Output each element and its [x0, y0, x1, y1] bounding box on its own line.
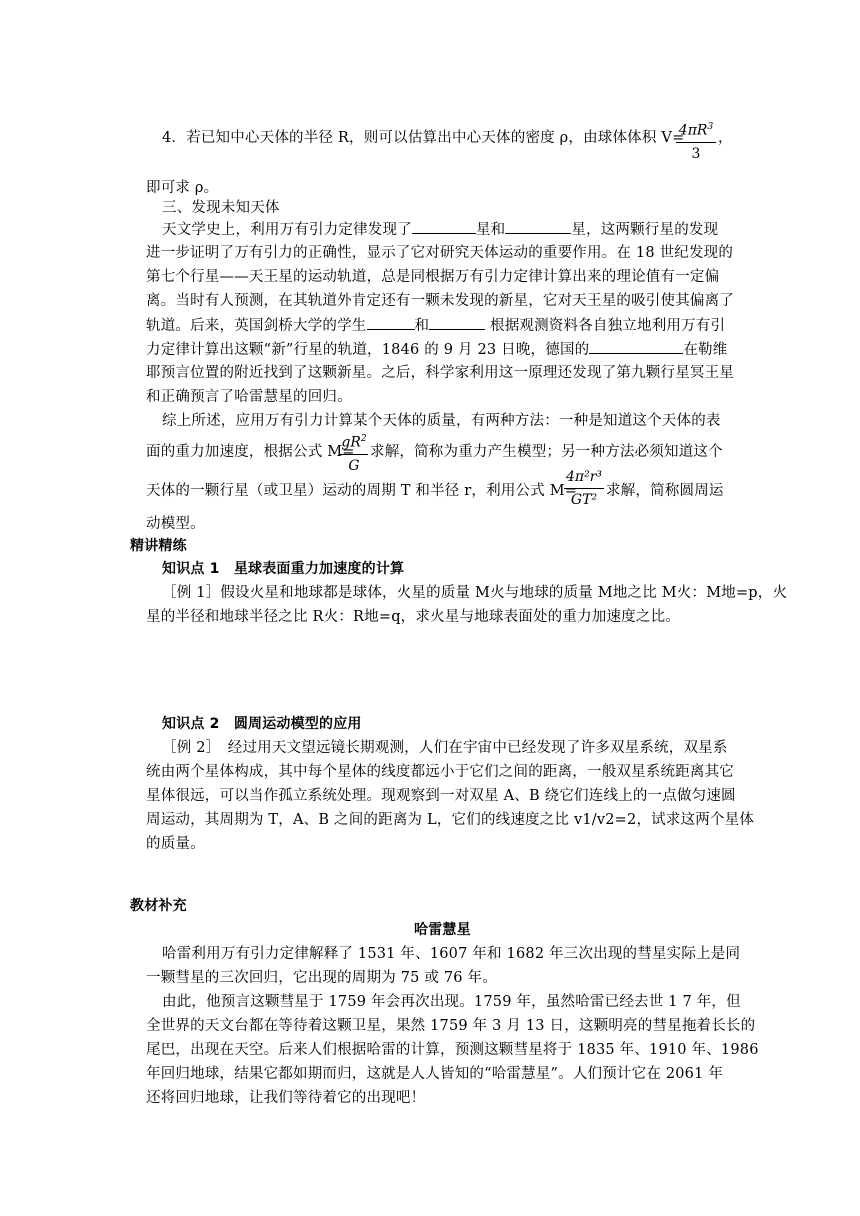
example1-line1: ［例 1］假设火星和地球都是球体，火星的质量 M火与地球的质量 M地之比 M火：M地=p，火 [162, 585, 788, 601]
para1-line5: 轨道。后来，英国剑桥大学的学生 和 根据观测资料各自独立地利用万有引 [146, 315, 725, 336]
gravity-formula-num: gR [341, 434, 361, 451]
para1-line4: 离。当时有人预测，在其轨道外肯定还有一颗未发现的新星，它对天王星的吸引使其偏离了 [146, 293, 734, 309]
sec4-prefix: 4．若已知中心天体的半径 R，则可以估算出中心天体的密度 ρ，由球体体积 V= [162, 130, 685, 146]
halley-title: 哈雷慧星 [414, 922, 471, 938]
example1-line2: 星的半径和地球半径之比 R火：R地=q，求火星与地球表面处的重力加速度之比。 [146, 609, 680, 625]
section-title-supplement: 教材补充 [130, 898, 187, 914]
example2-line1: ［例 2］ 经过用天文望远镜长期观测，人们在宇宙中已经发现了许多双星系统，双星系 [162, 740, 728, 756]
blank-planet-1 [412, 219, 476, 234]
halley-line5: 尾巴，出现在天空。后来人们根据哈雷的计算，预测这颗彗星将于 1835 年、1910 年、1986 [146, 1042, 759, 1058]
halley-line1: 哈雷利用万有引力定律解释了 1531 年、1607 年和 1682 年三次出现的彗星实际上是同 [162, 946, 741, 962]
blank-astronomer [589, 339, 683, 354]
halley-line4: 全世界的天文台都在等待着这颗卫星，果然 1759 年 3 月 13 日，这颗明亮的彗星拖着长长的 [146, 1018, 756, 1034]
para2-line4: 动模型。 [146, 516, 205, 532]
para1-line3: 第七个行星——天王星的运动轨道，总是同根据万有引力定律计算出来的理论值有一定偏 [146, 269, 720, 285]
example2-line2: 统由两个星体构成，其中每个星体的线度都远小于它们之间的距离，一般双星系统距离其它 [146, 764, 734, 780]
halley-line7: 还将回归地球，让我们等待着它的出现吧！ [146, 1090, 426, 1106]
blank-student-2 [429, 315, 485, 330]
knowledge-point-1: 知识点 1 星球表面重力加速度的计算 [162, 561, 405, 577]
gravity-formula-den: G [348, 457, 360, 474]
halley-line6: 年回归地球，结果它都如期而归，这就是人人皆知的“哈雷慧星”。人们预计它在 2061 年 [146, 1066, 724, 1082]
para2-line1: 综上所述，应用万有引力计算某个天体的质量，有两种方法：一种是知道这个天体的表 [162, 413, 721, 429]
example2-line5: 的质量。 [146, 836, 205, 852]
density-formula-num: 4πR [678, 122, 708, 139]
circular-formula-den: GT² [570, 492, 598, 508]
circular-formula-num: 4π²r³ [564, 466, 604, 489]
para1-line7: 耶预言位置的附近找到了这颗新星。之后，科学家利用这一原理还发现了第九颗行星冥王星 [146, 365, 734, 381]
section-heading: 三、发现未知天体 [162, 200, 280, 216]
circular-formula [564, 466, 604, 511]
example2-line4: 周运动，其周期为 T，A、B 之间的距离为 L，它们的线速度之比 v1/v2=2，试求这两个星体 [146, 812, 755, 828]
para1-line8: 和正确预言了哈雷慧星的回归。 [146, 389, 352, 405]
para1-line1: 天文学史上，利用万有引力定律发现了 星和 星，这两颗行星的发现 [162, 219, 718, 240]
gravity-formula: $gR^2$ G [340, 428, 368, 477]
halley-line2: 一颗彗星的三次回归，它出现的周期为 75 或 76 年。 [146, 970, 497, 986]
density-formula [676, 116, 716, 165]
density-formula-exp: 3 [707, 122, 714, 132]
sec4-line2: 即可求 ρ。 [146, 180, 219, 196]
section-title-practice: 精讲精练 [130, 538, 187, 554]
knowledge-point-2: 知识点 2 圆周运动模型的应用 [162, 716, 362, 732]
sec4-suffix: ， [718, 130, 733, 146]
para1-line2: 进一步证明了万有引力的正确性，显示了它对研究天体运动的重要作用。在 18 世纪发现的 [146, 245, 734, 261]
para1-line6: 力定律计算出这颗“新”行星的轨道，1846 的 9 月 23 日晚，德国的 在勒维 [146, 339, 727, 360]
example2-line3: 星体很远，可以当作孤立系统处理。现观察到一对双星 A、B 绕它们连线上的一点做匀速圆 [146, 788, 736, 804]
para2-line2-rest: 求解，简称为重力产生模型；另一种方法必须知道这个 [370, 444, 723, 460]
blank-student-1 [367, 315, 415, 330]
halley-line3: 由此，他预言这颗彗星于 1759 年会再次出现。1759 年，虽然哈雷已经去世 1 7 年，但 [162, 994, 741, 1010]
sec4-line1 [146, 128, 685, 148]
blank-planet-2 [505, 219, 571, 234]
density-formula-den: 3 [691, 145, 701, 162]
para2-line3-rest: 求解，简称圆周运 [606, 483, 724, 499]
para2-line2: 面的重力加速度，根据公式 M= [146, 444, 355, 460]
para2-line3: 天体的一颗行星（或卫星）运动的周期 T 和半径 r，利用公式 M= [146, 483, 578, 499]
